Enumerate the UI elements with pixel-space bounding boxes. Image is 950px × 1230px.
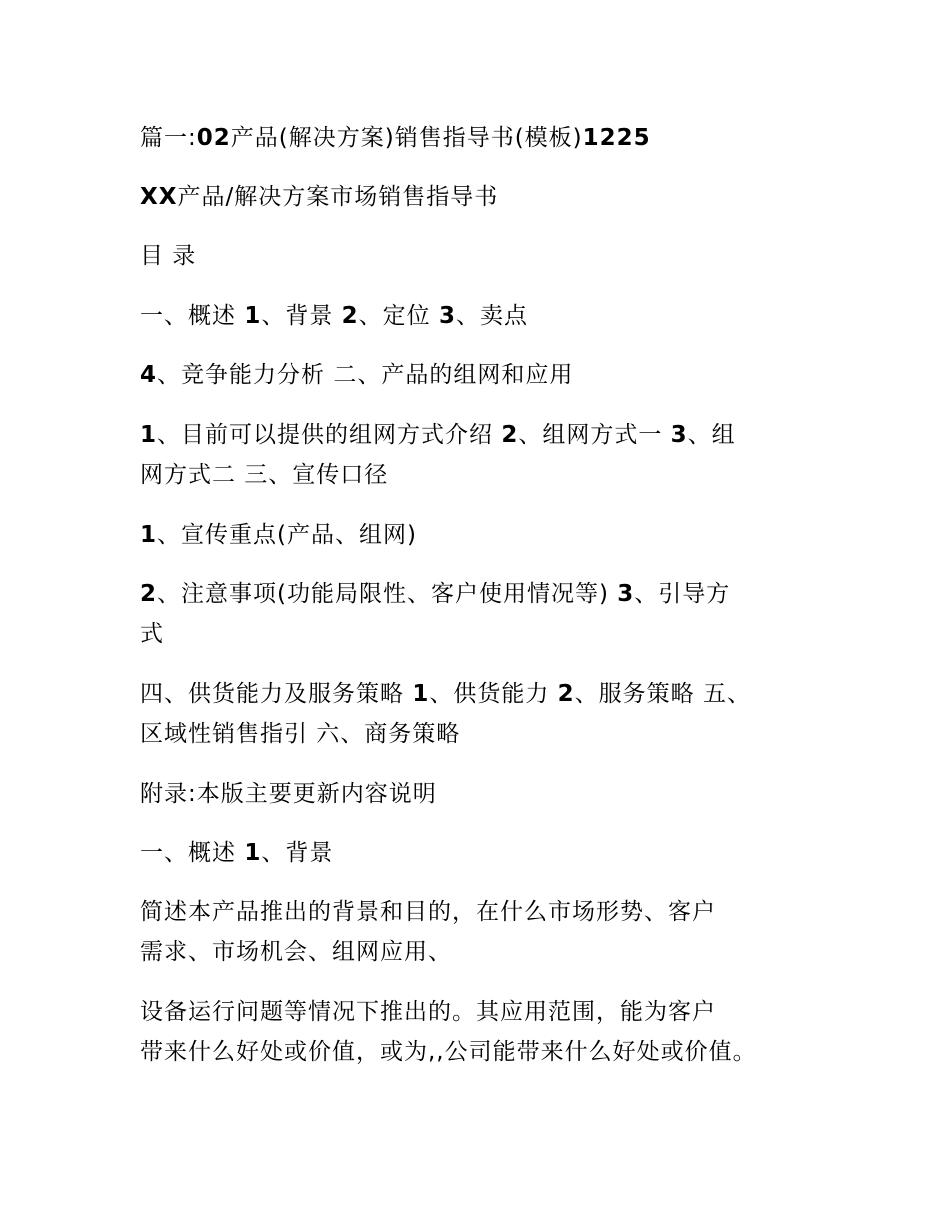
toc-entry <box>140 515 830 555</box>
text-line: 4、竞争能力分析 二、产品的组网和应用 <box>140 362 574 388</box>
toc-entry <box>140 415 830 495</box>
text-line: 1、宣传重点(产品、组网) <box>140 522 417 548</box>
section-heading <box>140 833 830 873</box>
text-line: 网方式二 三、宣传口径 <box>140 462 389 488</box>
text-line: 带来什么好处或价值，或为,,公司能带来什么好处或价值。 <box>140 1039 757 1065</box>
text-line: 一、概述 1、背景 <box>140 840 334 866</box>
text-line: 简述本产品推出的背景和目的，在什么市场形势、客户 <box>140 899 716 925</box>
body-paragraph <box>140 892 830 972</box>
toc-heading <box>140 236 830 276</box>
body-paragraph <box>140 992 830 1072</box>
text-line: 四、供货能力及服务策略 1、供货能力 2、服务策略 五、 <box>140 681 751 707</box>
text-line: 一、概述 1、背景 2、定位 3、卖点 <box>140 303 528 329</box>
text-line: 篇一:02产品(解决方案)销售指导书(模板)1225 <box>140 125 651 151</box>
text-line: 设备运行问题等情况下推出的。其应用范围，能为客户 <box>140 999 716 1025</box>
toc-entry <box>140 774 830 814</box>
document-title <box>140 118 830 158</box>
toc-entry <box>140 574 830 654</box>
text-line: 式 <box>140 621 164 647</box>
text-line: XX产品/解决方案市场销售指导书 <box>140 184 499 210</box>
text-line: 区域性销售指引 六、商务策略 <box>140 721 461 747</box>
document-subtitle <box>140 177 830 217</box>
toc-entry <box>140 355 830 395</box>
text-line: 需求、市场机会、组网应用、 <box>140 939 452 965</box>
text-line: 附录:本版主要更新内容说明 <box>140 781 437 807</box>
toc-entry <box>140 296 830 336</box>
text-line: 目 录 <box>140 243 197 269</box>
toc-entry <box>140 674 830 754</box>
text-line: 1、目前可以提供的组网方式介绍 2、组网方式一 3、组 <box>140 422 736 448</box>
text-line: 2、注意事项(功能局限性、客户使用情况等) 3、引导方 <box>140 581 731 607</box>
